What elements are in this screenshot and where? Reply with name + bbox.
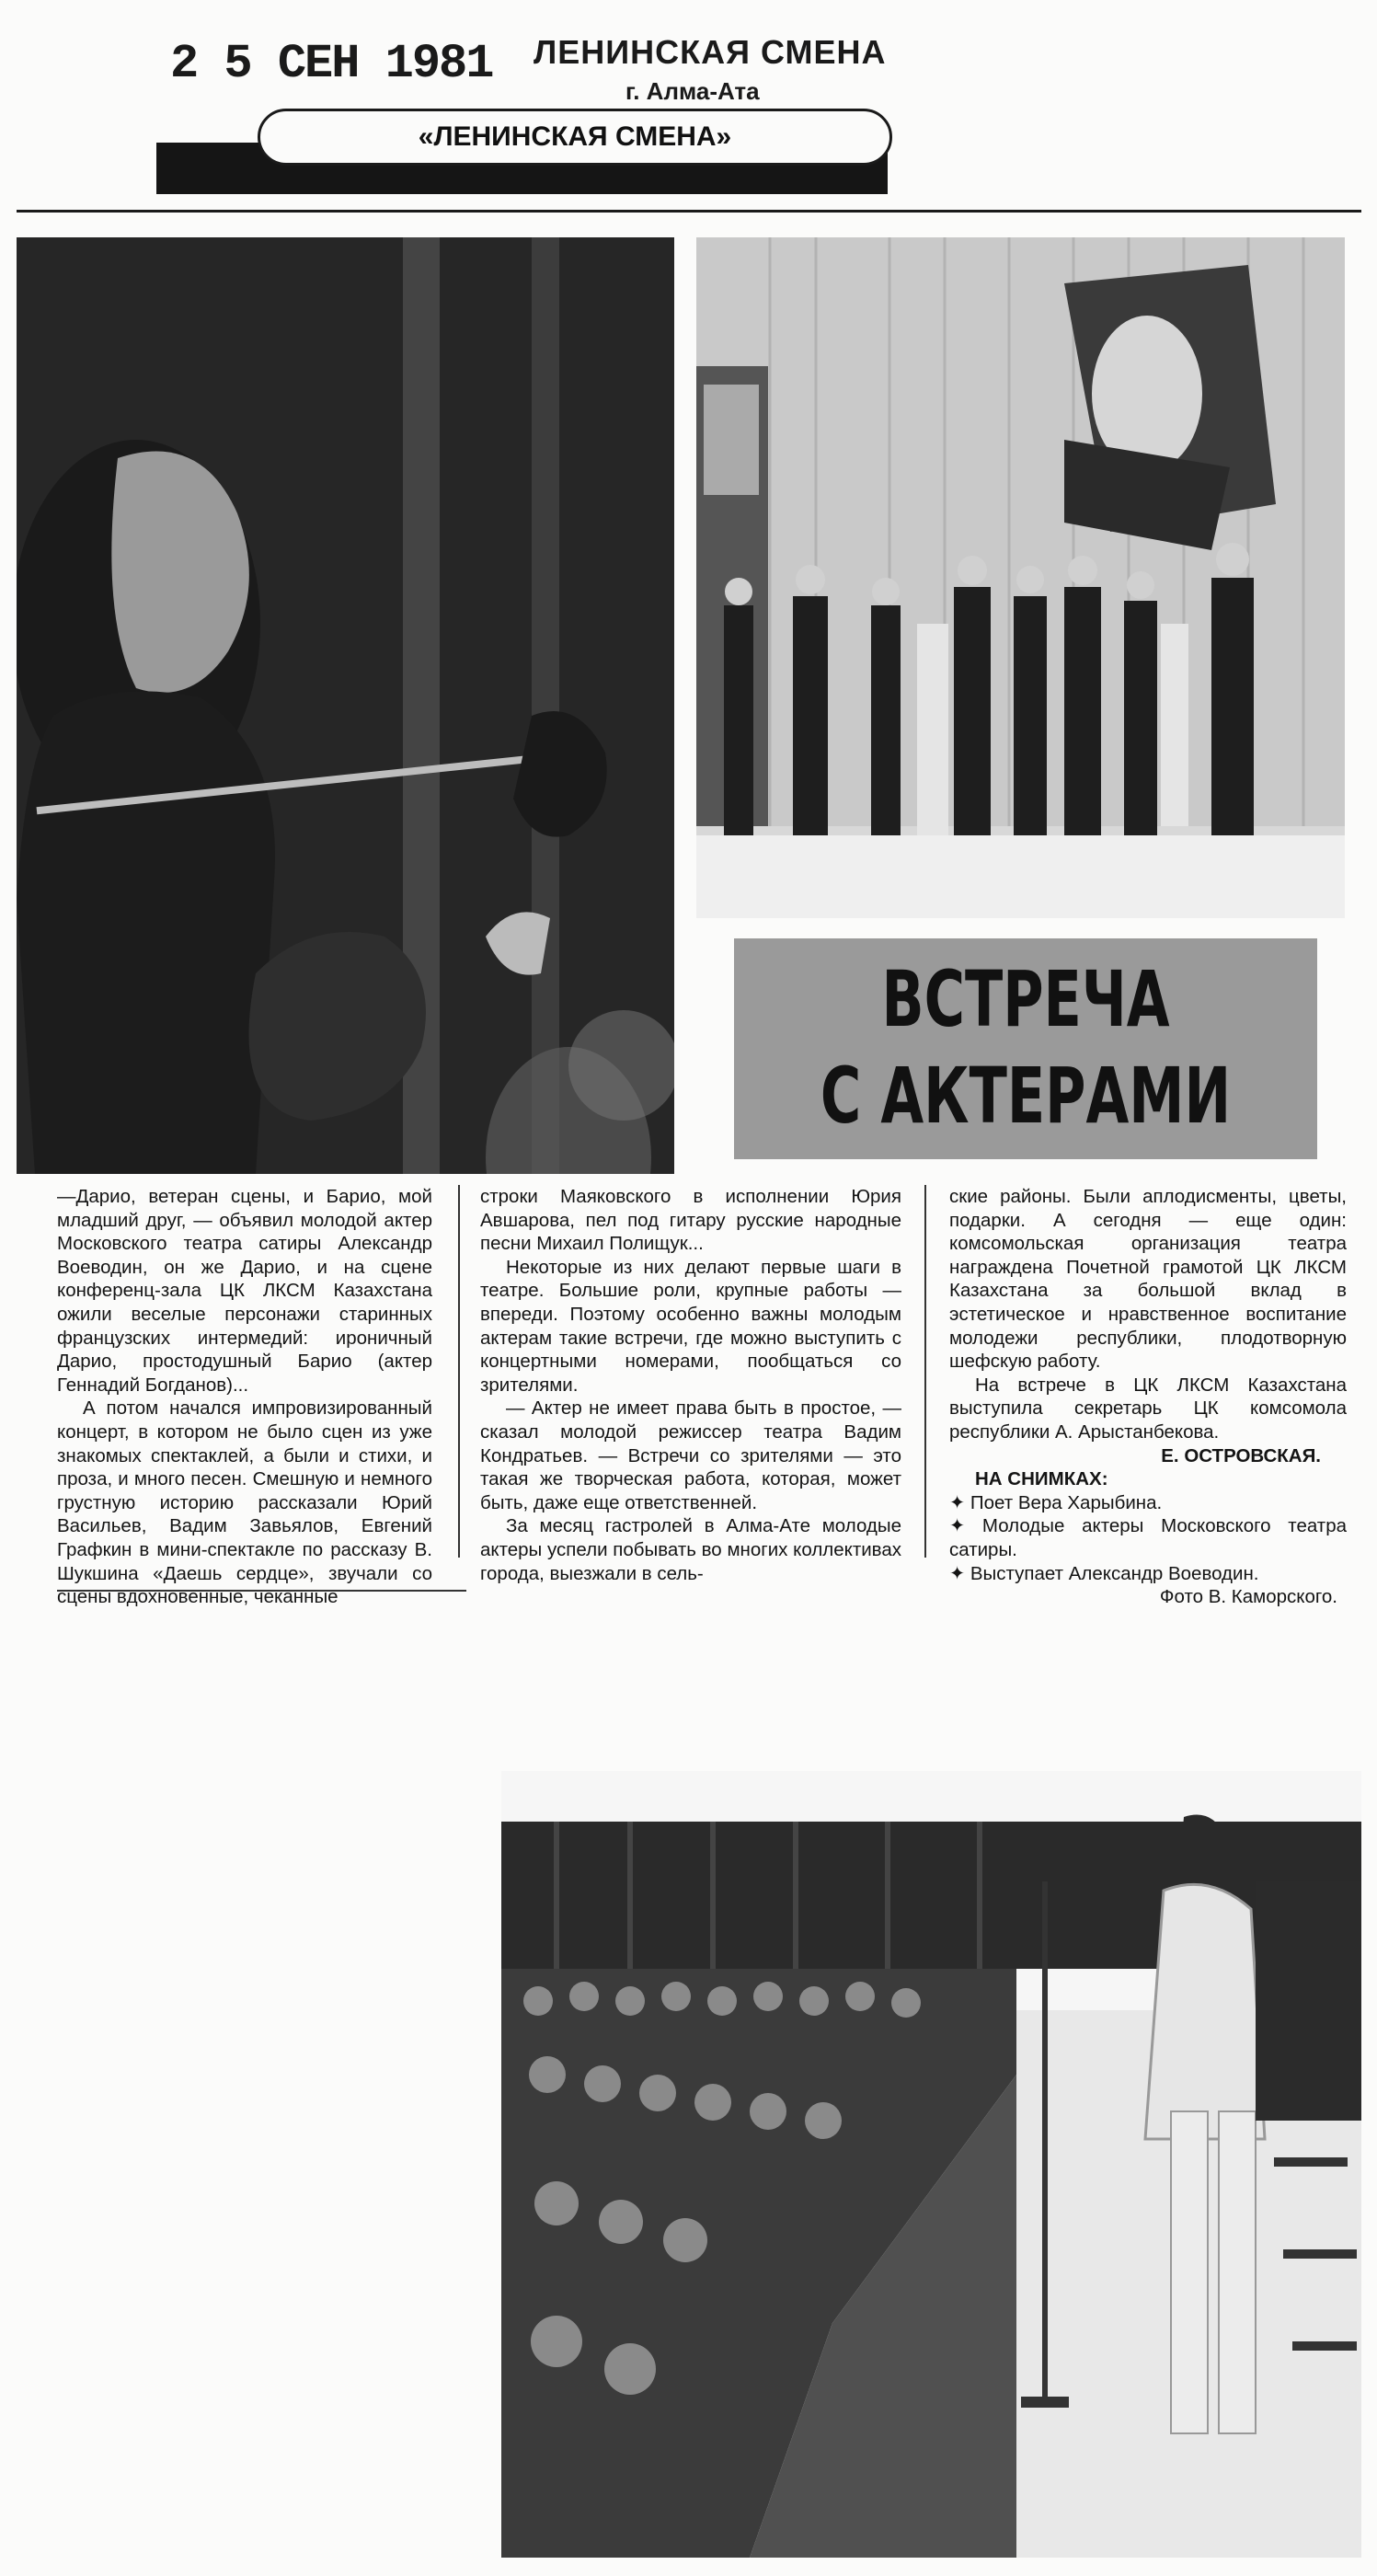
newspaper-city: г. Алма-Ата (625, 77, 760, 105)
captions-heading: НА СНИМКАХ: (975, 1468, 1108, 1490)
photo-young-actors-on-stage (696, 237, 1345, 918)
photo-caption: ✦ Молодые актеры Московского театра сатиры. (949, 1515, 1347, 1560)
paragraph: строки Маяковского в исполнении Юрия Авшарова, пел под гитару русские народные песни Михаил Полищук... (480, 1186, 901, 1255)
paragraph: —Дарио, ветеран сцены, и Барио, мой младший друг, — объявил молодой актер Московского театра сатиры Александр Воеводин, он же Дарио, и на сцене конференц-зала ЦК ЛКСМ Казахстана ожили веселые персонажи старинных французских интермедий: ироничный Дарио, простодушный Барио (актер Геннадий Богданов)... (57, 1186, 432, 1396)
paragraph: ские районы. Были аплодисменты, цветы, подарки. А сегодня — еще один: комсомольская организация театра награждена Почетной грамотой ЦК ЛКСМ Казахстана за большой вклад в эстетическое и нравственное воспитание молодежи республики, плодотворную шефскую работу. (949, 1186, 1347, 1373)
paragraph: — Актер не имеет права быть в простое, — сказал молодой режиссер театра Вадим Кондратьев. — Встречи со зрителями — это такая же творческая работа, которая, может быть, даже еще ответственней. (480, 1397, 901, 1513)
photo-caption: ✦ Выступает Александр Воеводин. (949, 1562, 1259, 1584)
paragraph: За месяц гастролей в Алма-Ате молодые актеры успели побывать во многих коллективах города, выезжали в сель- (480, 1515, 901, 1584)
photo-credit: Фото В. Каморского. (1159, 1586, 1337, 1608)
headline-line-1: ВСТРЕЧА (881, 954, 1170, 1044)
photo-caption: ✦ Поет Вера Харыбина. (949, 1491, 1163, 1513)
newspaper-name: ЛЕНИНСКАЯ СМЕНА (534, 33, 887, 71)
paragraph: На встрече в ЦК ЛКСМ Казахстана выступила секретарь ЦК комсомола республики А. Арыстанбекова. (949, 1374, 1347, 1443)
article-column-3 (949, 1185, 1347, 1609)
date-stamp: 2 5 СЕН 1981 (170, 37, 493, 91)
paragraph: А потом начался импровизированный концерт, в котором не было сцен из уже знакомых спектаклей, а были и стихи, и проза, и много песен. Смешную и немного грустную историю рассказали Юрий Васильев, Вадим Завьялов, Евгений Графкин в мини-спектакле по рассказу В. Шукшина «Даешь сердце», звучали со сцены вдохновенные, чеканные (57, 1397, 432, 1608)
article-headline (816, 938, 1235, 1144)
column-divider (924, 1185, 926, 1558)
column-divider (458, 1185, 460, 1558)
paragraph: Некоторые из них делают первые шаги в театре. Большие роли, крупные работы — впереди. Поэтому особенно важны молодым актерам такие встречи, где можно выступить с концертными номерами, пообщаться со зрителями. (480, 1256, 901, 1396)
author-signature: Е. ОСТРОВСКАЯ. (1161, 1444, 1321, 1466)
photo-singer-with-guitar (17, 237, 674, 1174)
article-column-1 (57, 1185, 432, 1609)
top-rule (17, 210, 1361, 213)
article-column-2 (480, 1185, 901, 1585)
headline-line-2: С АКТЕРАМИ (820, 1051, 1232, 1141)
newspaper-oval-stamp: «ЛЕНИНСКАЯ СМЕНА» (258, 109, 892, 166)
photo-speaker-and-audience (501, 1771, 1361, 2558)
